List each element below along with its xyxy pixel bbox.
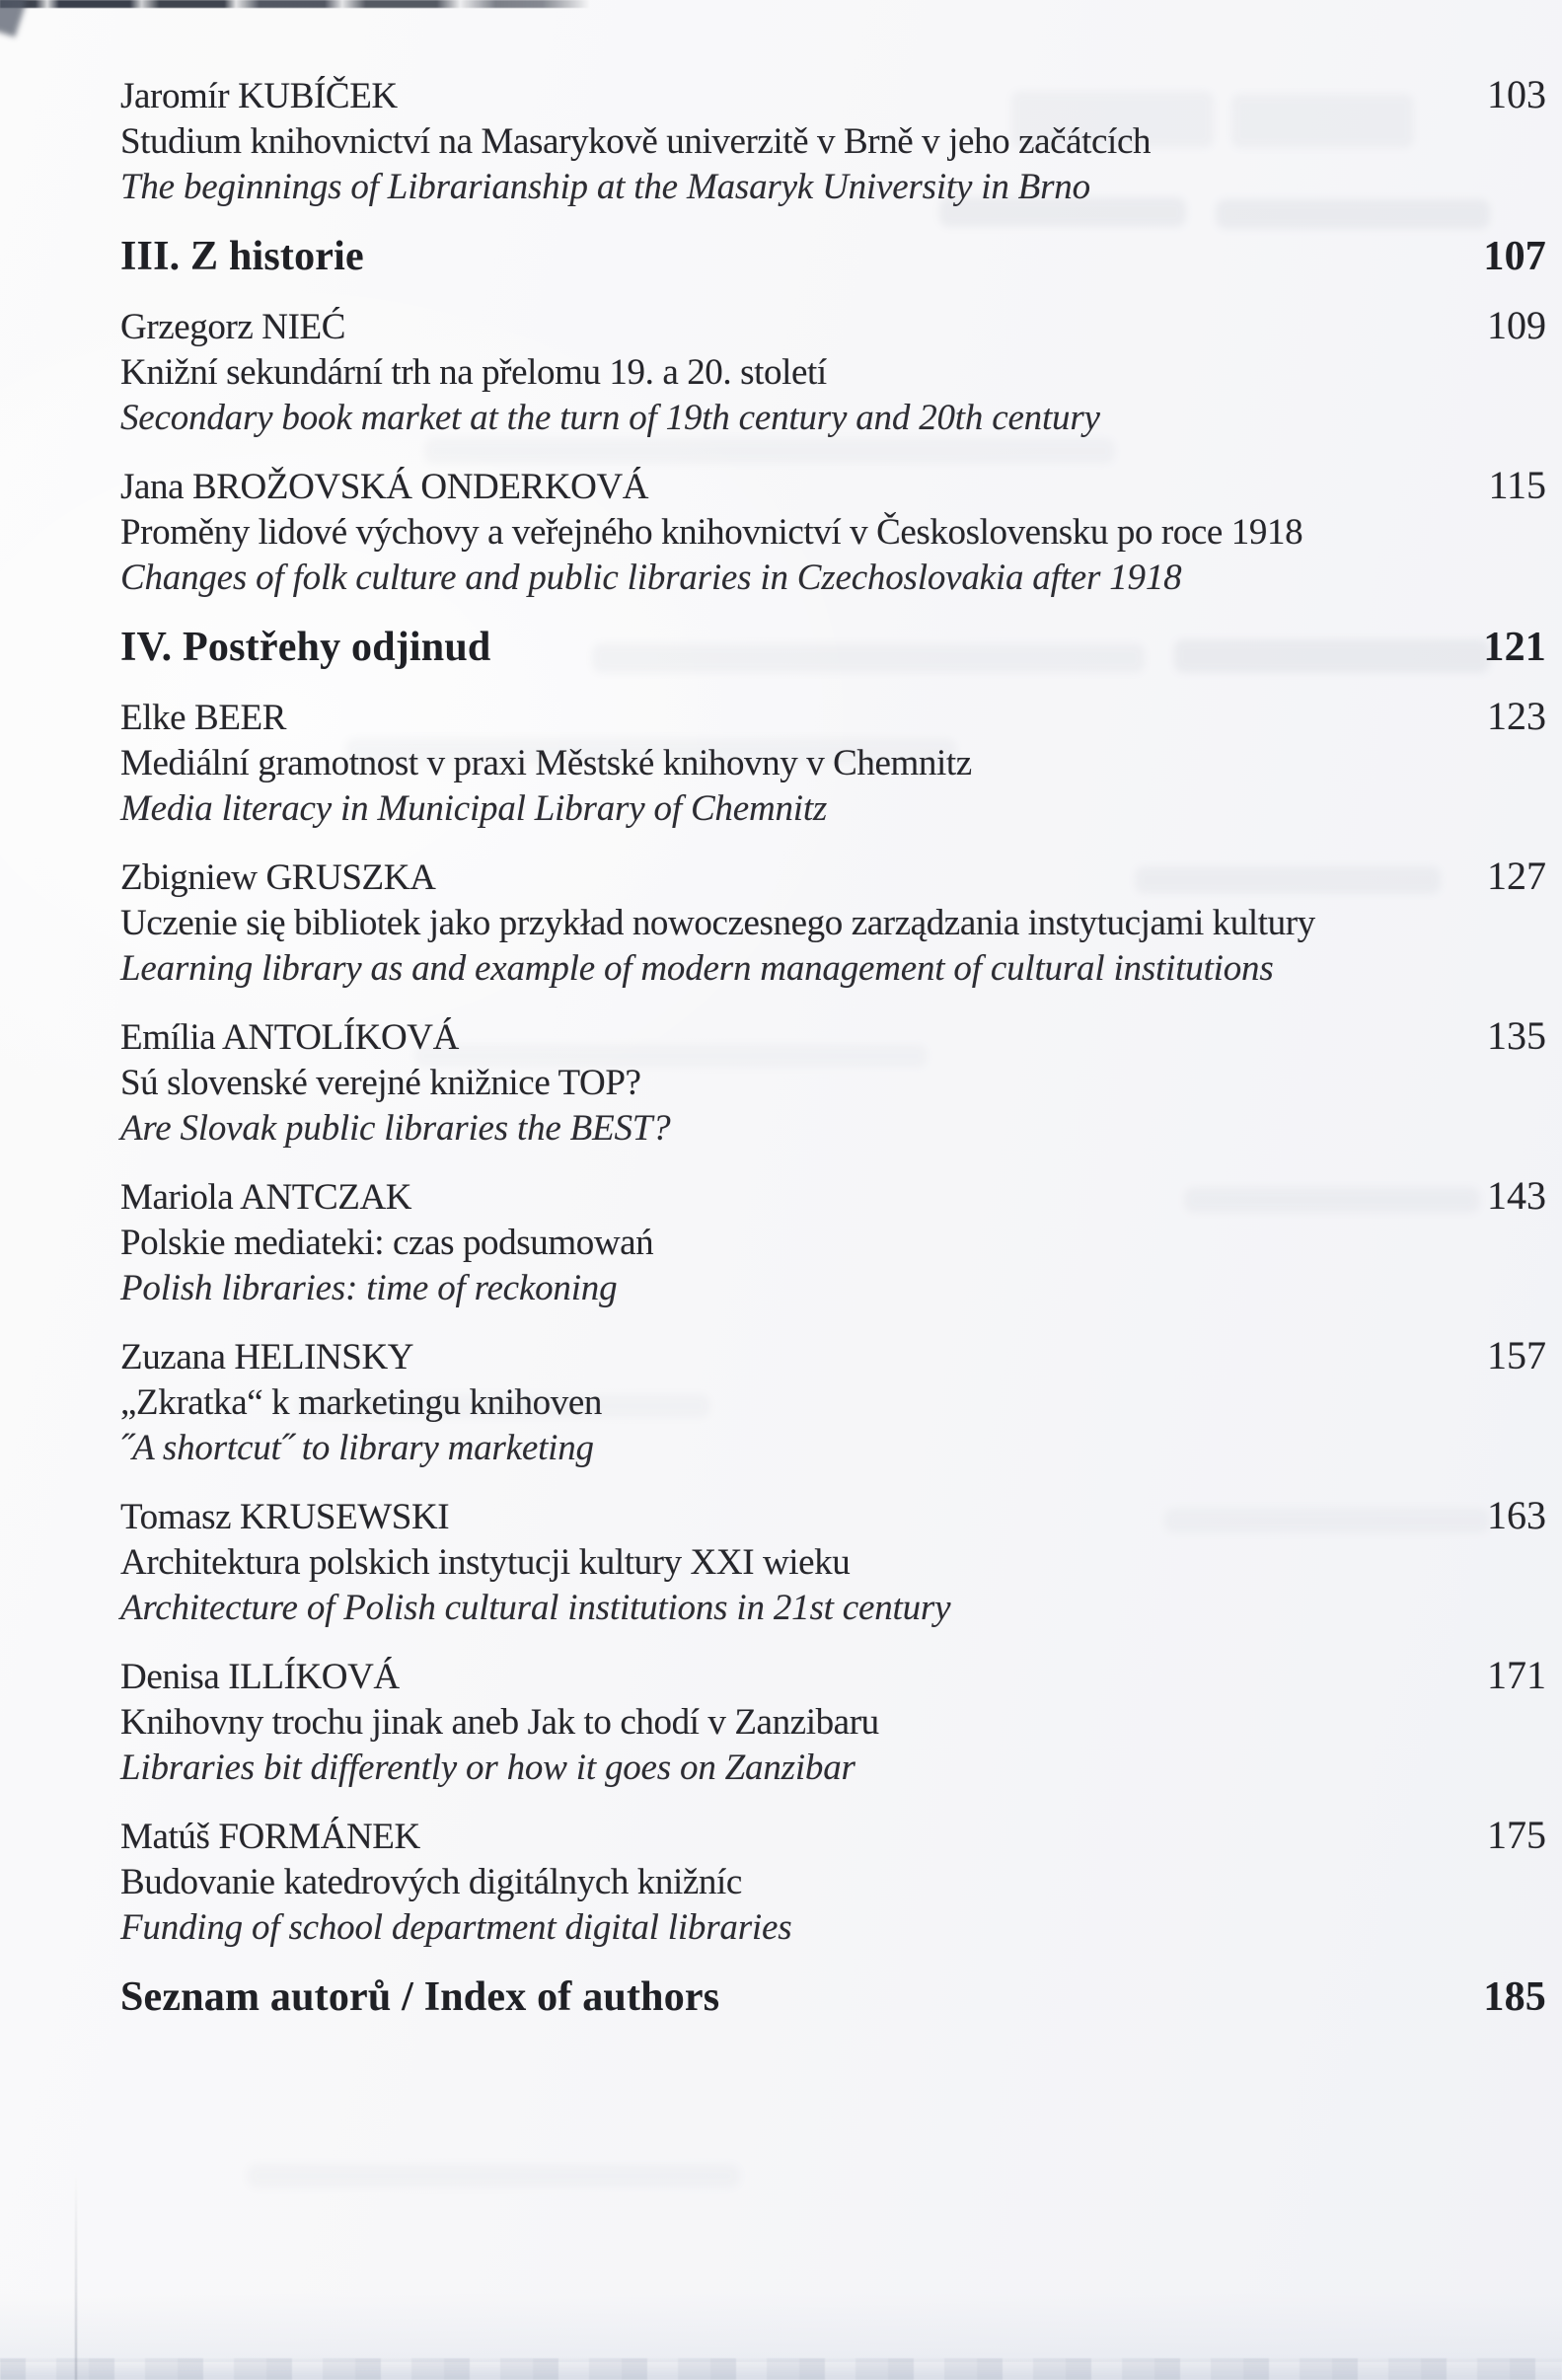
section-title: III. Z historie <box>120 234 364 279</box>
toc-entry <box>120 854 1546 992</box>
entry-author: Emília ANTOLÍKOVÁ <box>120 1017 459 1058</box>
section-title: Seznam autorů / Index of authors <box>120 1974 720 2020</box>
section-page-number: 185 <box>1483 1974 1546 2020</box>
section-heading <box>120 623 1546 672</box>
entry-title: Knižní sekundární trh na přelomu 19. a 20. století <box>120 352 827 393</box>
entry-page-number: 109 <box>1487 303 1546 347</box>
toc-entry <box>120 1333 1546 1471</box>
entry-author: Elke BEER <box>120 698 287 738</box>
toc-entry <box>120 1653 1546 1791</box>
entry-title: Budovanie katedrových digitálnych knižníc <box>120 1862 742 1902</box>
entry-author: Jana BROŽOVSKÁ ONDERKOVÁ <box>120 467 649 507</box>
entry-title: Uczenie się bibliotek jako przykład nowoczesnego zarządzania instytucjami kultury <box>120 903 1315 943</box>
entry-title: Proměny lidové výchovy a veřejného knihovnictví v Československu po roce 1918 <box>120 512 1303 553</box>
entry-title: Architektura polskich instytucji kultury XXI wieku <box>120 1542 851 1583</box>
entry-title: „Zkratka“ k marketingu knihoven <box>120 1382 602 1423</box>
toc-entry <box>120 1013 1546 1152</box>
page-crease-line <box>75 2173 77 2380</box>
table-of-contents <box>120 0 1546 2044</box>
entry-author: Denisa ILLÍKOVÁ <box>120 1657 400 1697</box>
entry-title: Sú slovenské verejné knižnice TOP? <box>120 1063 641 1103</box>
entry-page-number: 127 <box>1487 854 1546 898</box>
entry-title: Mediální gramotnost v praxi Městské knihovny v Chemnitz <box>120 743 972 783</box>
entry-author: Jaromír KUBÍČEK <box>120 76 398 116</box>
entry-title-translation: Libraries bit differently or how it goes on Zanzibar <box>120 1748 855 1788</box>
entry-title-translation: Architecture of Polish cultural institutions in 21st century <box>120 1588 951 1628</box>
entry-page-number: 171 <box>1487 1653 1546 1697</box>
entry-title-translation: Polish libraries: time of reckoning <box>120 1268 618 1308</box>
entry-page-number: 135 <box>1487 1013 1546 1058</box>
toc-entry <box>120 1493 1546 1631</box>
toc-entry <box>120 72 1546 210</box>
bleed-through-artifact <box>247 2164 740 2188</box>
entry-page-number: 123 <box>1487 694 1546 738</box>
entry-title-translation: Are Slovak public libraries the BEST? <box>120 1108 671 1149</box>
bottom-scan-band <box>0 2358 1562 2380</box>
entry-title-translation: ˝A shortcut˝ to library marketing <box>120 1428 594 1468</box>
section-page-number: 107 <box>1483 234 1546 279</box>
entry-author: Matúš FORMÁNEK <box>120 1817 420 1857</box>
toc-entry <box>120 694 1546 832</box>
entry-title-translation: Media literacy in Municipal Library of Chemnitz <box>120 788 828 829</box>
entry-title: Studium knihovnictví na Masarykově univerzitě v Brně v jeho začátcích <box>120 121 1152 162</box>
entry-author: Grzegorz NIEĆ <box>120 307 346 347</box>
entry-author: Zuzana HELINSKY <box>120 1337 414 1377</box>
entry-title-translation: Funding of school department digital libraries <box>120 1907 792 1948</box>
entry-page-number: 115 <box>1488 463 1546 507</box>
entry-author: Zbigniew GRUSZKA <box>120 857 436 898</box>
entry-title: Polskie mediateki: czas podsumowań <box>120 1223 654 1263</box>
entry-page-number: 175 <box>1487 1813 1546 1857</box>
section-title: IV. Postřehy odjinud <box>120 625 491 670</box>
toc-entry <box>120 1813 1546 1951</box>
entry-author: Mariola ANTCZAK <box>120 1177 412 1218</box>
toc-entry <box>120 1173 1546 1311</box>
entry-page-number: 103 <box>1487 72 1546 116</box>
entry-title: Knihovny trochu jinak aneb Jak to chodí v Zanzibaru <box>120 1702 879 1743</box>
toc-entry <box>120 303 1546 441</box>
entry-title-translation: Secondary book market at the turn of 19th century and 20th century <box>120 398 1100 438</box>
bottom-scan-haze <box>0 2293 1562 2362</box>
toc-entry <box>120 463 1546 601</box>
section-heading <box>120 232 1546 281</box>
entry-author: Tomasz KRUSEWSKI <box>120 1497 450 1537</box>
section-page-number: 121 <box>1483 625 1546 670</box>
entry-title-translation: Learning library as and example of modern management of cultural institutions <box>120 948 1274 989</box>
entry-title-translation: Changes of folk culture and public libraries in Czechoslovakia after 1918 <box>120 558 1182 598</box>
entry-page-number: 143 <box>1487 1173 1546 1218</box>
entry-page-number: 163 <box>1487 1493 1546 1537</box>
entry-page-number: 157 <box>1487 1333 1546 1377</box>
entry-title-translation: The beginnings of Librarianship at the Masaryk University in Brno <box>120 167 1090 207</box>
section-heading <box>120 1972 1546 2022</box>
scan-corner-smudge-artifact <box>0 0 27 37</box>
